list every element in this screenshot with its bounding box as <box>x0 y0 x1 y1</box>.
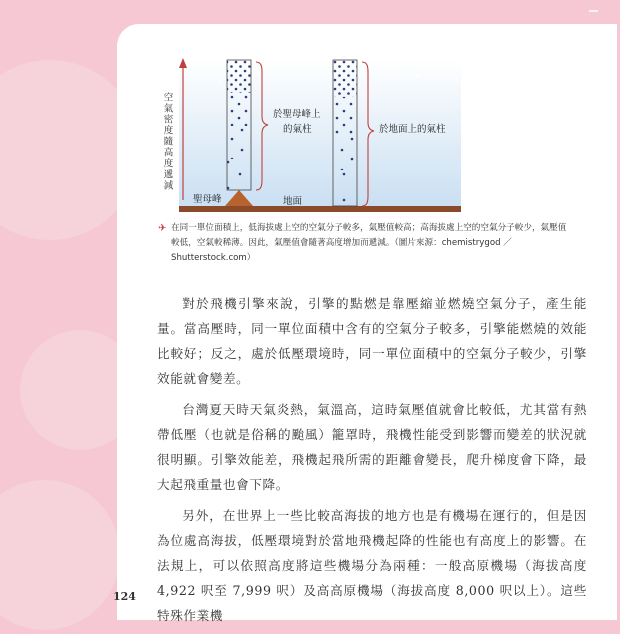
edge-tab-mark <box>589 10 598 12</box>
everest-air-column <box>227 60 251 190</box>
figure-caption-text: 在同一單位面積上，低海拔處上空的空氣分子較多，氣壓值較高；高海拔處上空的空氣分子較少，氣壓值較低，空氣較稀薄。因此，氣壓值會隨著高度增加而遞減。（圖片來源：chemistrygod ／ Shutterstock.com） <box>171 223 567 263</box>
ground-strip <box>179 206 461 212</box>
paragraph: 台灣夏天時天氣炎熱，氣溫高，這時氣壓值就會比較低，尤其當有熱帶低壓（也就是俗稱的颱風）籠罩時，飛機性能受到影響而變差的狀況就很明顯。引擎效能差，飛機起飛所需的距離會變長，爬升梯度會下降，最大起飛重量也會下降。 <box>157 402 587 492</box>
paragraph: 另外，在世界上一些比較高海拔的地方也是有機場在運行的，但是因為位處高海拔，低壓環境對於當地飛機起降的性能也有高度上的影響。在法規上，可以依照高度將這些機場分為兩種：一般高原機場（海拔高度 4,922 呎至 7,999 呎）及高高原機場（海拔高度 8,000 呎以上）。這些特殊作業機 <box>157 508 587 623</box>
ground-air-column <box>333 60 357 206</box>
air-column-figure <box>117 24 617 234</box>
mountain-label: 聖母峰 <box>193 194 222 205</box>
background-circle <box>0 480 120 630</box>
airplane-icon: ✈ <box>158 223 167 234</box>
ground-column-label: 於地面上的氣柱 <box>379 124 446 135</box>
everest-column-label-line1: 於聖母峰上 <box>273 109 321 120</box>
page-number: 124 <box>113 590 136 603</box>
ground-label: 地面 <box>283 196 303 207</box>
book-page <box>117 24 617 623</box>
figure-caption <box>158 221 571 266</box>
paragraph: 對於飛機引擎來說，引擎的點燃是靠壓縮並燃燒空氣分子，產生能量。當高壓時，同一單位面積中含有的空氣分子較多，引擎能燃燒的效能比較好；反之，處於低壓環境時，同一單位面積中的空氣分子較少，引擎效能就會變差。 <box>157 296 587 386</box>
density-axis-label: 空氣密度隨高度遞減 <box>161 92 173 191</box>
everest-column-label-line2: 的氣柱 <box>283 124 312 135</box>
body-text <box>157 291 587 634</box>
air-column-diagram <box>117 24 617 234</box>
